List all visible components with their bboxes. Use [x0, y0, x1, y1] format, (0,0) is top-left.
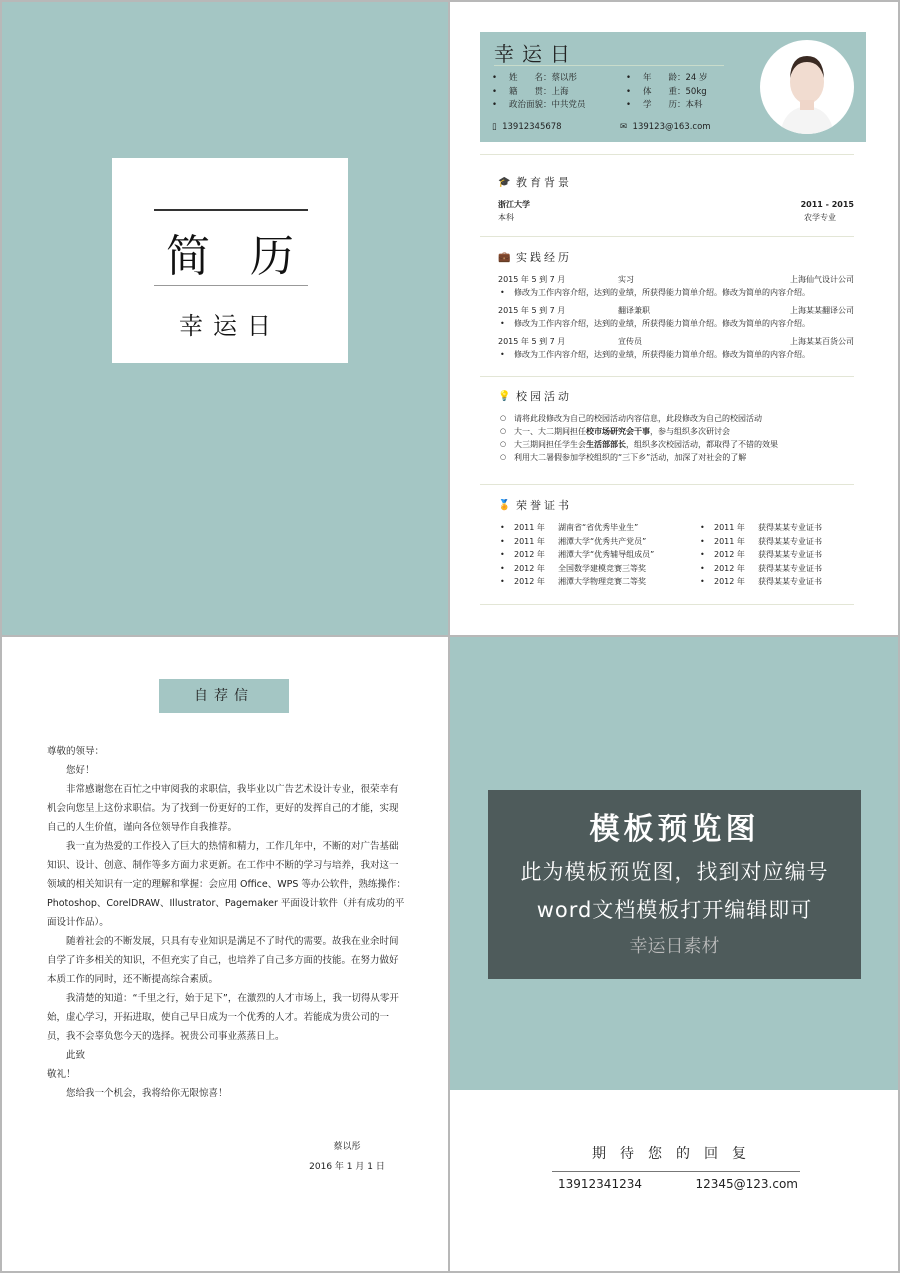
practice-desc: • 修改为工作内容介绍，达到的业绩，所获得能力简单介绍。修改为简单的内容介绍。: [498, 286, 854, 299]
campus-item: [498, 412, 854, 425]
divider: [480, 376, 854, 377]
campus-item: [498, 438, 854, 451]
honor-text: 获得某某专业证书: [758, 563, 822, 573]
honor-item: [698, 521, 822, 535]
watermark-line: 幸运日素材: [629, 936, 720, 957]
mail-icon: ✉: [620, 122, 628, 132]
watermark-line: 此为模板预览图，找到对应编号: [520, 860, 829, 884]
major: 农学专业: [804, 213, 836, 222]
reply-title: 期待您的回复: [552, 1143, 800, 1172]
honor-item: [698, 575, 822, 589]
education-section: [498, 174, 854, 224]
honor-text: 获得某某专业证书: [758, 577, 822, 586]
campus-section: [498, 388, 854, 464]
honor-year: • 2011 年: [514, 523, 545, 532]
greeting: 尊敬的领导：: [47, 746, 105, 757]
resume-page: [450, 2, 898, 635]
honor-text: 全国数学建模竞赛三等奖: [558, 563, 646, 573]
practice-company: 上海仙气设计公司: [790, 275, 854, 284]
section-title: 教育背景: [516, 176, 572, 189]
info-right: [626, 72, 708, 113]
practice-company: 上海某某翻译公司: [790, 306, 854, 315]
practice-date: 2015 年 5 到 7 月: [498, 337, 566, 346]
campus-text: 大一、大二期间担任: [514, 427, 586, 436]
campus-text: ，参与组织多次研讨会: [650, 427, 730, 436]
honor-item: [498, 521, 698, 535]
practice-row: [498, 273, 854, 286]
honor-item: [498, 562, 698, 576]
resume-header: [480, 32, 866, 142]
section-title: 荣誉证书: [516, 499, 572, 512]
honor-year: • 2011 年: [514, 536, 545, 546]
campus-item: [498, 451, 854, 464]
honor-year: • 2012 年: [714, 550, 745, 559]
hello: 您好！: [66, 765, 95, 776]
honor-text: 湘潭大学物理竞赛二等奖: [558, 577, 646, 586]
letter-date: 2016 年 1 月 1 日: [309, 1162, 385, 1172]
practice-company: 上海某某百货公司: [790, 337, 854, 346]
back-email: 12345@123.com: [695, 1177, 798, 1191]
campus-text: 大三期间担任学生会: [514, 440, 586, 449]
practice-item: [498, 335, 854, 361]
honor-item: [698, 535, 822, 549]
degree: 本科: [498, 213, 514, 222]
honors-section: [498, 497, 854, 589]
closing: 敬礼！: [47, 1069, 76, 1080]
back-contact: [558, 1177, 798, 1191]
campus-text: 利用大二暑假参加学校组织的“三下乡”活动，加深了对社会的了解: [514, 453, 747, 462]
practice-desc: • 修改为工作内容介绍，达到的业绩，所获得能力简单介绍。修改为简单的内容介绍。: [498, 317, 854, 330]
paragraph: 我一直为热爱的工作投入了巨大的热情和精力，工作几年中，不断的对广告基础知识、设计、创意、制作等多方面力求更新。在工作中不断的学习与培养，我对这一领域的相关知识有一定的理解和掌握：会应用 Office、WPS 等办公软件，熟练操作：Photoshop、CorelDRAW、Illustrator、Pagemaker 平面设计软件（并有成功的平面设计作品）。: [47, 841, 406, 928]
medal-icon: 🏅: [498, 500, 511, 511]
practice-role: 宣传员: [618, 337, 642, 346]
avatar: [760, 40, 854, 134]
info-item: • 体 重：50kg: [626, 86, 708, 100]
divider: [154, 285, 308, 286]
practice-row: [498, 304, 854, 317]
watermark-line: word文档模板打开编辑即可: [536, 898, 813, 922]
campus-highlight: 生活部部长: [586, 440, 626, 449]
honor-item: [698, 562, 822, 576]
email-value: 139123@163.com: [632, 122, 711, 132]
briefcase-icon: 💼: [498, 252, 511, 263]
campus-text: 请将此段修改为自己的校园活动内容信息，此段修改为自己的校园活动: [514, 414, 762, 423]
info-item: • 学 历：本科: [626, 99, 708, 113]
section-title: 实践经历: [516, 251, 572, 264]
cover-letter-page: [2, 637, 448, 1271]
honor-text: 湖南省“省优秀毕业生”: [558, 523, 639, 532]
divider: [480, 236, 854, 237]
honor-item: [498, 548, 698, 562]
resume-name: 幸运日: [494, 42, 578, 66]
phone-icon: ▯: [492, 122, 497, 132]
honor-text: 获得某某专业证书: [758, 523, 822, 532]
honor-item: [698, 548, 822, 562]
practice-date: 2015 年 5 到 7 月: [498, 275, 566, 284]
info-item: • 年 龄：24 岁: [626, 72, 708, 86]
section-title: 校园活动: [516, 390, 572, 403]
practice-row: [498, 335, 854, 348]
signature-block: [302, 1137, 392, 1177]
campus-text: ，组织多次校园活动，都取得了不错的效果: [626, 440, 778, 449]
paragraph: 随着社会的不断发展，只具有专业知识是满足不了时代的需要。故我在业余时间自学了许多相关的知识，不但充实了自己，也培养了自己多方面的技能。在努力做好本质工作的同时，还不断提高综合素质。: [47, 936, 399, 985]
lightbulb-icon: 💡: [498, 391, 511, 402]
practice-item: [498, 273, 854, 299]
practice-role: 翻译兼职: [618, 306, 650, 315]
years: 2011 - 2015: [800, 200, 854, 209]
honor-text: 湘潭大学“优秀辅导组成员”: [558, 550, 655, 559]
signature: 蔡以彤: [333, 1142, 361, 1152]
divider: [480, 154, 854, 155]
honor-year: • 2012 年: [514, 577, 545, 586]
back-phone: 13912341234: [558, 1177, 642, 1191]
paragraph: 我清楚的知道：“千里之行，始于足下”，在激烈的人才市场上，我一切得从零开始，虚心学习，开拓进取，使自己早日成为一个优秀的人才。若能成为贵公司的一员，我不会辜负您今天的选择。祝贵公司事业蒸蒸日上。: [47, 993, 399, 1042]
practice-section: [498, 249, 854, 366]
info-item: • 政治面貌：中共党员: [492, 99, 586, 113]
graduation-cap-icon: 🎓: [498, 177, 511, 188]
practice-role: 实习: [618, 275, 634, 284]
divider: [480, 484, 854, 485]
closing: 您给我一个机会，我将给你无限惊喜！: [66, 1088, 228, 1099]
closing: 此致: [66, 1050, 86, 1061]
cover-name: 幸运日: [179, 312, 281, 340]
paragraph: 非常感谢您在百忙之中审阅我的求职信，我毕业以广告艺术设计专业，很荣幸有机会向您呈上这份求职信。为了找到一份更好的工作，更好的发挥自己的才能，实现自己的人生价值，谨向各位领导作自我推荐。: [47, 784, 399, 833]
honor-year: • 2012 年: [714, 577, 745, 586]
cover-title: 简历: [166, 231, 334, 282]
preview-watermark: [488, 790, 861, 979]
phone-value: 13912345678: [502, 122, 562, 132]
honor-text: 湘潭大学“优秀共产党员”: [558, 536, 647, 546]
honor-item: [498, 575, 698, 589]
practice-date: 2015 年 5 到 7 月: [498, 306, 566, 315]
letter-title: 自荐信: [159, 679, 289, 713]
divider: [494, 65, 724, 66]
school: 浙江大学: [498, 200, 530, 209]
honor-year: • 2011 年: [714, 523, 745, 532]
honor-text: 获得某某专业证书: [758, 536, 822, 546]
honor-year: • 2012 年: [514, 563, 545, 573]
campus-item: [498, 425, 854, 438]
info-item: • 姓 名：蔡以彤: [492, 72, 586, 86]
honor-text: 获得某某专业证书: [758, 550, 822, 559]
cover-page: [2, 2, 448, 635]
watermark-title: 模板预览图: [589, 812, 760, 847]
honor-item: [498, 535, 698, 549]
campus-highlight: 校市场研究会干事: [586, 427, 650, 436]
honor-year: • 2012 年: [714, 563, 745, 573]
divider: [154, 209, 308, 211]
divider: [480, 604, 854, 605]
honor-year: • 2012 年: [514, 550, 545, 559]
cover-card: [112, 158, 348, 363]
honor-year: • 2011 年: [714, 536, 745, 546]
phone: [492, 122, 562, 132]
letter-body: [47, 742, 407, 1103]
email: [620, 122, 711, 132]
info-left: [492, 72, 586, 113]
practice-item: [498, 304, 854, 330]
practice-desc: • 修改为工作内容介绍，达到的业绩，所获得能力简单介绍。修改为简单的内容介绍。: [498, 348, 854, 361]
info-item: • 籍 贯：上海: [492, 86, 586, 100]
